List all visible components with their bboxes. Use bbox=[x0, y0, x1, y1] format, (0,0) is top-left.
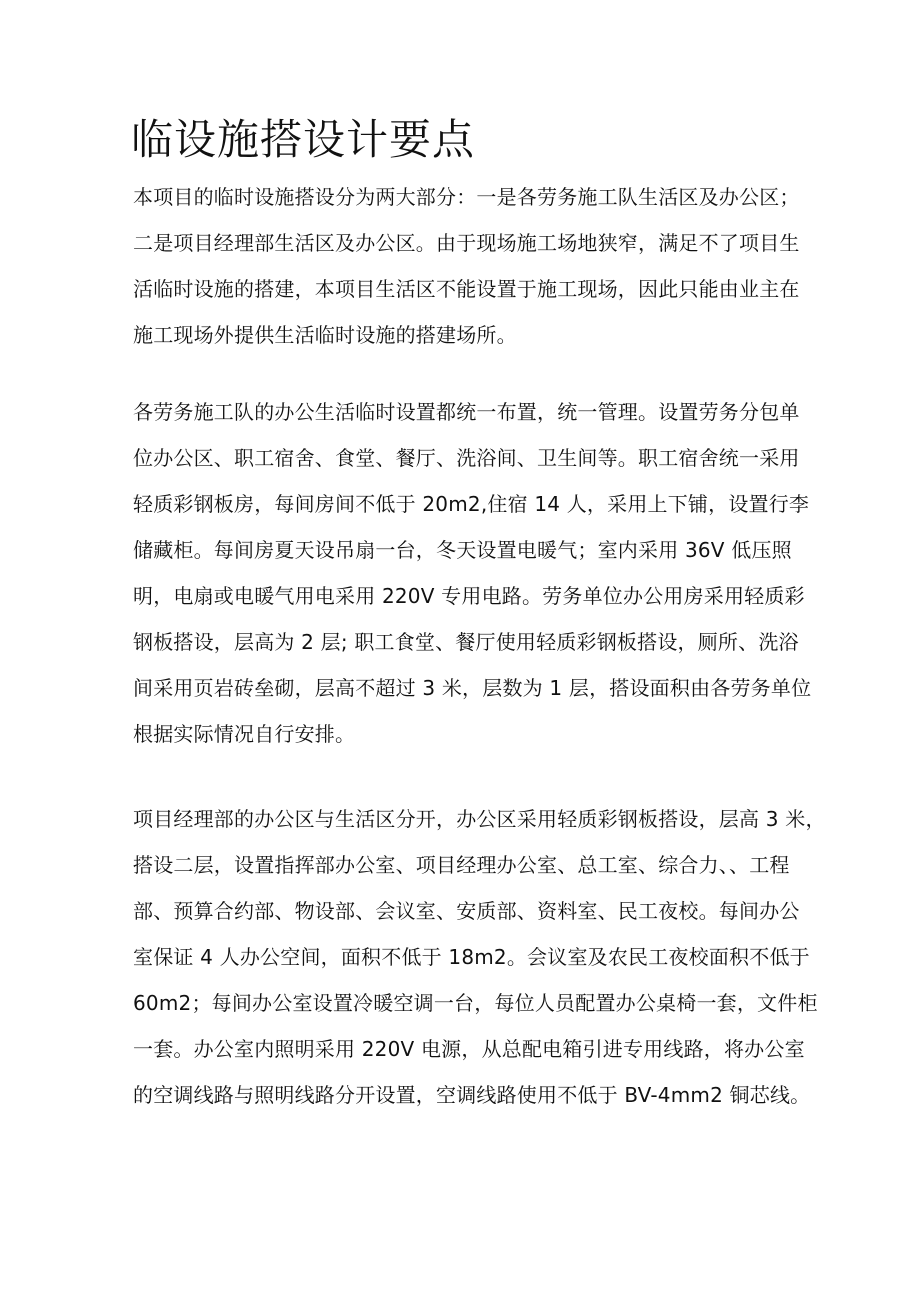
paragraph-line: 储藏柜。每间房夏天设吊扇一台，冬天设置电暖气；室内采用 36V 低压照 bbox=[133, 538, 792, 562]
paragraph-line: 二是项目经理部生活区及办公区。由于现场施工场地狭窄，满足不了项目生 bbox=[133, 231, 800, 255]
paragraph-line: 施工现场外提供生活临时设施的搭建场所。 bbox=[133, 323, 517, 347]
paragraph-line: 根据实际情况自行安排。 bbox=[133, 722, 356, 746]
paragraph-line: 的空调线路与照明线路分开设置，空调线路使用不低于 BV-4mm2 铜芯线。 bbox=[133, 1083, 811, 1107]
paragraph-line: 位办公区、职工宿舍、食堂、餐厅、洗浴间、卫生间等。职工宿舍统一采用 bbox=[133, 446, 800, 470]
paragraph-line: 明，电扇或电暖气用电采用 220V 专用电路。劳务单位办公用房采用轻质彩 bbox=[133, 584, 805, 608]
paragraph-line: 搭设二层，设置指挥部办公室、项目经理办公室、总工室、综合力、、工程 bbox=[133, 853, 790, 877]
paragraph-line: 间采用页岩砖垒砌，层高不超过 3 米，层数为 1 层，搭设面积由各劳务单位 bbox=[133, 676, 812, 700]
paragraph-line: 活临时设施的搭建，本项目生活区不能设置于施工现场，因此只能由业主在 bbox=[133, 277, 800, 301]
paragraph-line: 部、预算合约部、物设部、会议室、安质部、资料室、民工夜校。每间办公 bbox=[133, 899, 800, 923]
paragraph-line: 各劳务施工队的办公生活临时设置都统一布置，统一管理。设置劳务分包单 bbox=[133, 400, 800, 424]
paragraph-line: 本项目的临时设施搭设分为两大部分：一是各劳务施工队生活区及办公区； bbox=[133, 185, 800, 209]
paragraph-line: 钢板搭设，层高为 2 层; 职工食堂、餐厅使用轻质彩钢板搭设，厕所、洗浴 bbox=[133, 630, 799, 654]
page-title: 临设施搭设计要点 bbox=[131, 115, 476, 164]
paragraph-1 bbox=[133, 174, 805, 358]
paragraph-line: 项目经理部的办公区与生活区分开，办公区采用轻质彩钢板搭设，层高 3 米， bbox=[133, 807, 826, 831]
paragraph-line: 60m2；每间办公室设置冷暖空调一台，每位人员配置办公桌椅一套，文件柜 bbox=[133, 991, 818, 1015]
paragraph-2 bbox=[133, 389, 812, 757]
paragraph-3 bbox=[133, 796, 826, 1118]
paragraph-line: 一套。办公室内照明采用 220V 电源，从总配电箱引进专用线路，将办公室 bbox=[133, 1037, 805, 1061]
paragraph-line: 室保证 4 人办公空间，面积不低于 18m2。会议室及农民工夜校面积不低于 bbox=[133, 945, 810, 969]
paragraph-line: 轻质彩钢板房，每间房间不低于 20m2,住宿 14 人，采用上下铺，设置行李 bbox=[133, 492, 810, 516]
